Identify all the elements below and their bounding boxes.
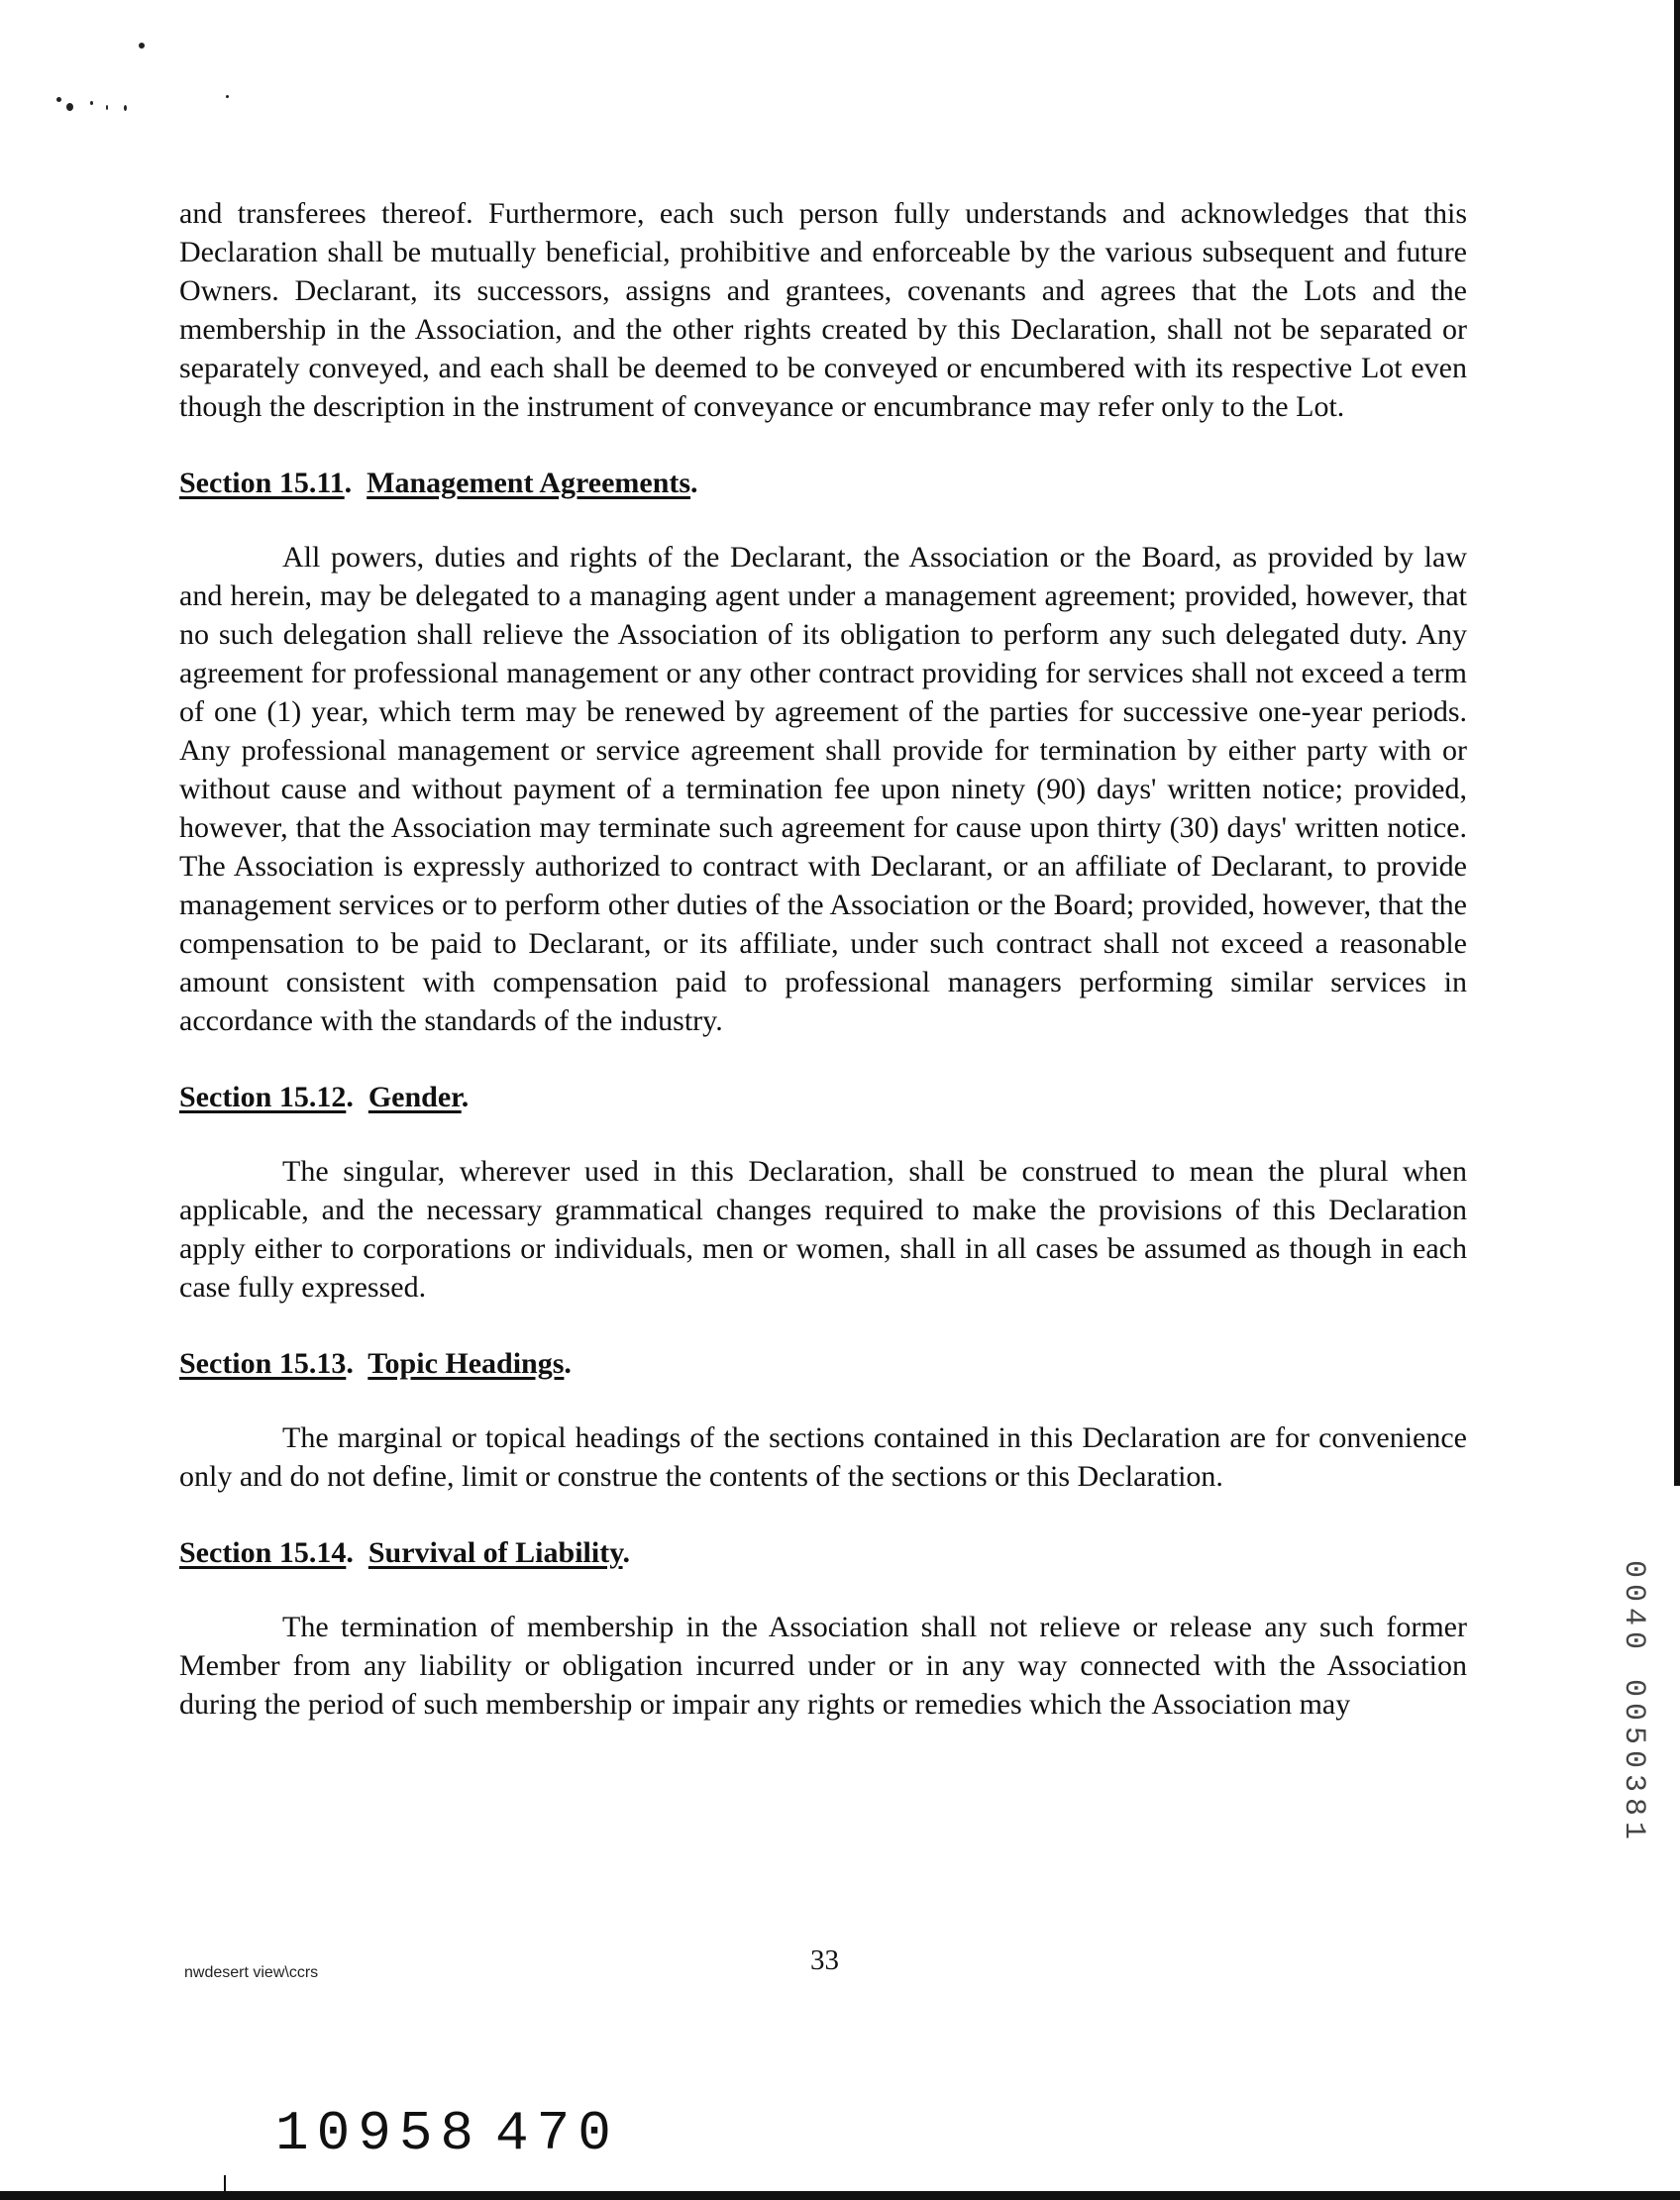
scan-edge-right — [1674, 0, 1680, 1486]
page-number: 33 — [810, 1944, 839, 1976]
section-body-15-11: All powers, duties and rights of the Declarant, the Association or the Board, as provided by law and herein, may be delegated to a managing agent under a management agreement; provided, however, that no such delegation shall relieve the Association of its obligation to perform any such delegated duty. Any agreement for professional management or any other contract providing for services shall not exceed a term of one (1) year, which term may be renewed by agreement of the parties for successive one-year periods. Any professional management or service agreement shall provide for termination by either party with or without cause and without payment of a termination fee upon ninety (90) days' written notice; provided, however, that the Association may terminate such agreement for cause upon thirty (30) days' written notice. The Association is expressly authorized to contract with Declarant, or an affiliate of Declarant, to provide management services or to perform other duties of the Association or the Board; provided, however, that the compensation to be paid to Declarant, or its affiliate, under such contract shall not exceed a reasonable amount consistent with compensation paid to professional managers performing similar services in accordance with the standards of the industry. — [179, 541, 1467, 1037]
section-heading-15-14: Section 15.14. Survival of Liability. — [179, 1536, 631, 1569]
section-body-15-13: The marginal or topical headings of the sections contained in this Declaration are for convenience only and do not define, limit or construe the contents of the sections or this Declaration. — [179, 1421, 1467, 1493]
file-path-label: nwdesert view\ccrs — [184, 1964, 319, 1981]
page-reference-number: 470 — [495, 2102, 619, 2165]
section-title: Topic Headings — [368, 1347, 565, 1380]
section-number: Section 15.14 — [179, 1536, 347, 1569]
section-title: Survival of Liability — [368, 1536, 623, 1569]
section-number: Section 15.11 — [179, 467, 345, 499]
section-body-15-12: The singular, wherever used in this Declaration, shall be construed to mean the plural when applicable, and the necessary grammatical changes required to make the provisions of this Declaration apply either to corporations or individuals, men or women, shall in all cases be assumed as though in each case fully expressed. — [179, 1155, 1467, 1304]
section-number: Section 15.13 — [179, 1347, 347, 1380]
recording-stamp-text: 0040 0050381 — [1617, 1560, 1650, 1846]
scan-specks — [54, 40, 352, 129]
section-number: Section 15.12 — [179, 1081, 347, 1113]
scan-edge-tick — [224, 2175, 226, 2191]
section-heading-15-11: Section 15.11. Management Agreements. — [179, 467, 698, 499]
section-heading-15-12: Section 15.12. Gender. — [179, 1081, 470, 1113]
book-number: 10958 — [275, 2102, 482, 2165]
section-body-15-14: The termination of membership in the Association shall not relieve or release any such former Member from any liability or obligation incurred under or in any way connected with the Association during the period of such membership or impair any rights or remedies which the Association may — [179, 1611, 1467, 1721]
opening-paragraph: and transferees thereof. Furthermore, each such person fully understands and acknowledges that this Declaration shall be mutually beneficial, prohibitive and enforceable by the various subsequent and future Owners. Declarant, its successors, assigns and grantees, covenants and agrees that the Lots and the membership in the Association, and the other rights created by this Declaration, shall not be separated or separately conveyed, and each shall be deemed to be conveyed or encumbered with its respective Lot even though the description in the instrument of conveyance or encumbrance may refer only to the Lot. — [179, 197, 1467, 423]
section-heading-15-13: Section 15.13. Topic Headings. — [179, 1347, 572, 1380]
scan-edge-bottom — [0, 2191, 1680, 2200]
section-title: Gender — [368, 1081, 462, 1113]
recording-stamp — [1613, 1560, 1652, 1907]
section-title: Management Agreements — [367, 467, 691, 499]
document-body — [179, 194, 1467, 1724]
